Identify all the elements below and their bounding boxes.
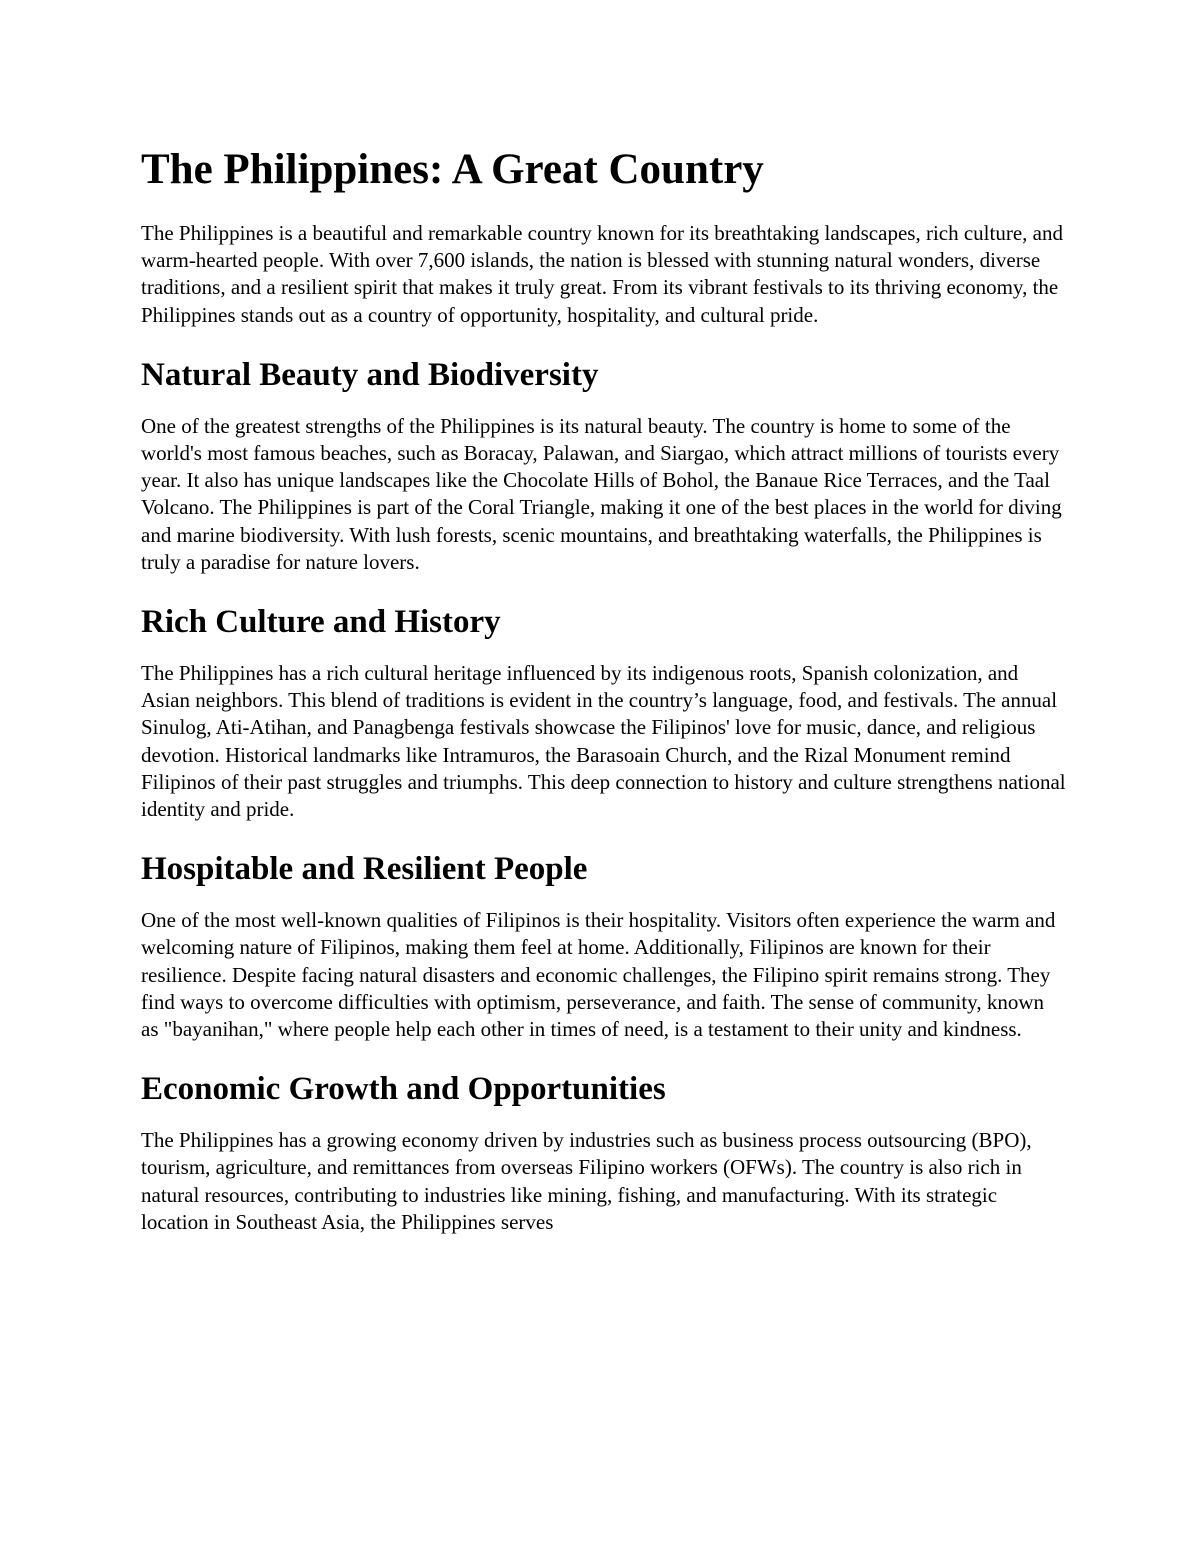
- section-paragraph: The Philippines has a growing economy driven by industries such as business process outsourcing (BPO), tourism, agriculture, and remittances from overseas Filipino workers (OFWs). The country is also rich in natural resources, contributing to industries like mining, fishing, and manufacturing. With its strategic location in Southeast Asia, the Philippines serves: [141, 1128, 1032, 1234]
- document-title: The Philippines: A Great Country: [141, 146, 764, 193]
- section-culture-history: [141, 600, 1066, 823]
- section-paragraph: One of the most well-known qualities of Filipinos is their hospitality. Visitors often experience the warm and welcoming nature of Filipinos, making them feel at home. Additionally, Filipinos are known for their resilience. Despite facing natural disasters and economic challenges, the Filipino spirit remains strong. They find ways to overcome difficulties with optimism, perseverance, and faith. The sense of community, known as "bayanihan," where people help each other in times of need, is a testament to their unity and kindness.: [141, 908, 1056, 1042]
- section-heading: Natural Beauty and Biodiversity: [141, 356, 599, 393]
- section-natural-beauty: [141, 353, 1066, 576]
- section-heading: Economic Growth and Opportunities: [141, 1071, 666, 1108]
- section-paragraph: The Philippines has a rich cultural heritage influenced by its indigenous roots, Spanish colonization, and Asian neighbors. This blend of traditions is evident in the country’s language, food, and festivals. The annual Sinulog, Ati-Atihan, and Panagbenga festivals showcase the Filipinos' love for music, dance, and religious devotion. Historical landmarks like Intramuros, the Barasoain Church, and the Rizal Monument remind Filipinos of their past struggles and triumphs. This deep connection to history and culture strengthens national identity and pride.: [141, 661, 1066, 822]
- document-content: [141, 140, 1066, 1260]
- section-economic-growth: [141, 1067, 1066, 1236]
- intro-paragraph: The Philippines is a beautiful and remarkable country known for its breathtaking landscapes, rich culture, and warm-hearted people. With over 7,600 islands, the nation is blessed with stunning natural wonders, diverse traditions, and a resilient spirit that makes it truly great. From its vibrant festivals to its thriving economy, the Philippines stands out as a country of opportunity, hospitality, and cultural pride.: [141, 221, 1063, 327]
- section-heading: Hospitable and Resilient People: [141, 851, 588, 888]
- section-paragraph: One of the greatest strengths of the Philippines is its natural beauty. The country is home to some of the world's most famous beaches, such as Boracay, Palawan, and Siargao, which attract millions of tourists every year. It also has unique landscapes like the Chocolate Hills of Bohol, the Banaue Rice Terraces, and the Taal Volcano. The Philippines is part of the Coral Triangle, making it one of the best places in the world for diving and marine biodiversity. With lush forests, scenic mountains, and breathtaking waterfalls, the Philippines is truly a paradise for nature lovers.: [141, 413, 1062, 574]
- section-heading: Rich Culture and History: [141, 604, 501, 641]
- section-hospitable-people: [141, 847, 1066, 1043]
